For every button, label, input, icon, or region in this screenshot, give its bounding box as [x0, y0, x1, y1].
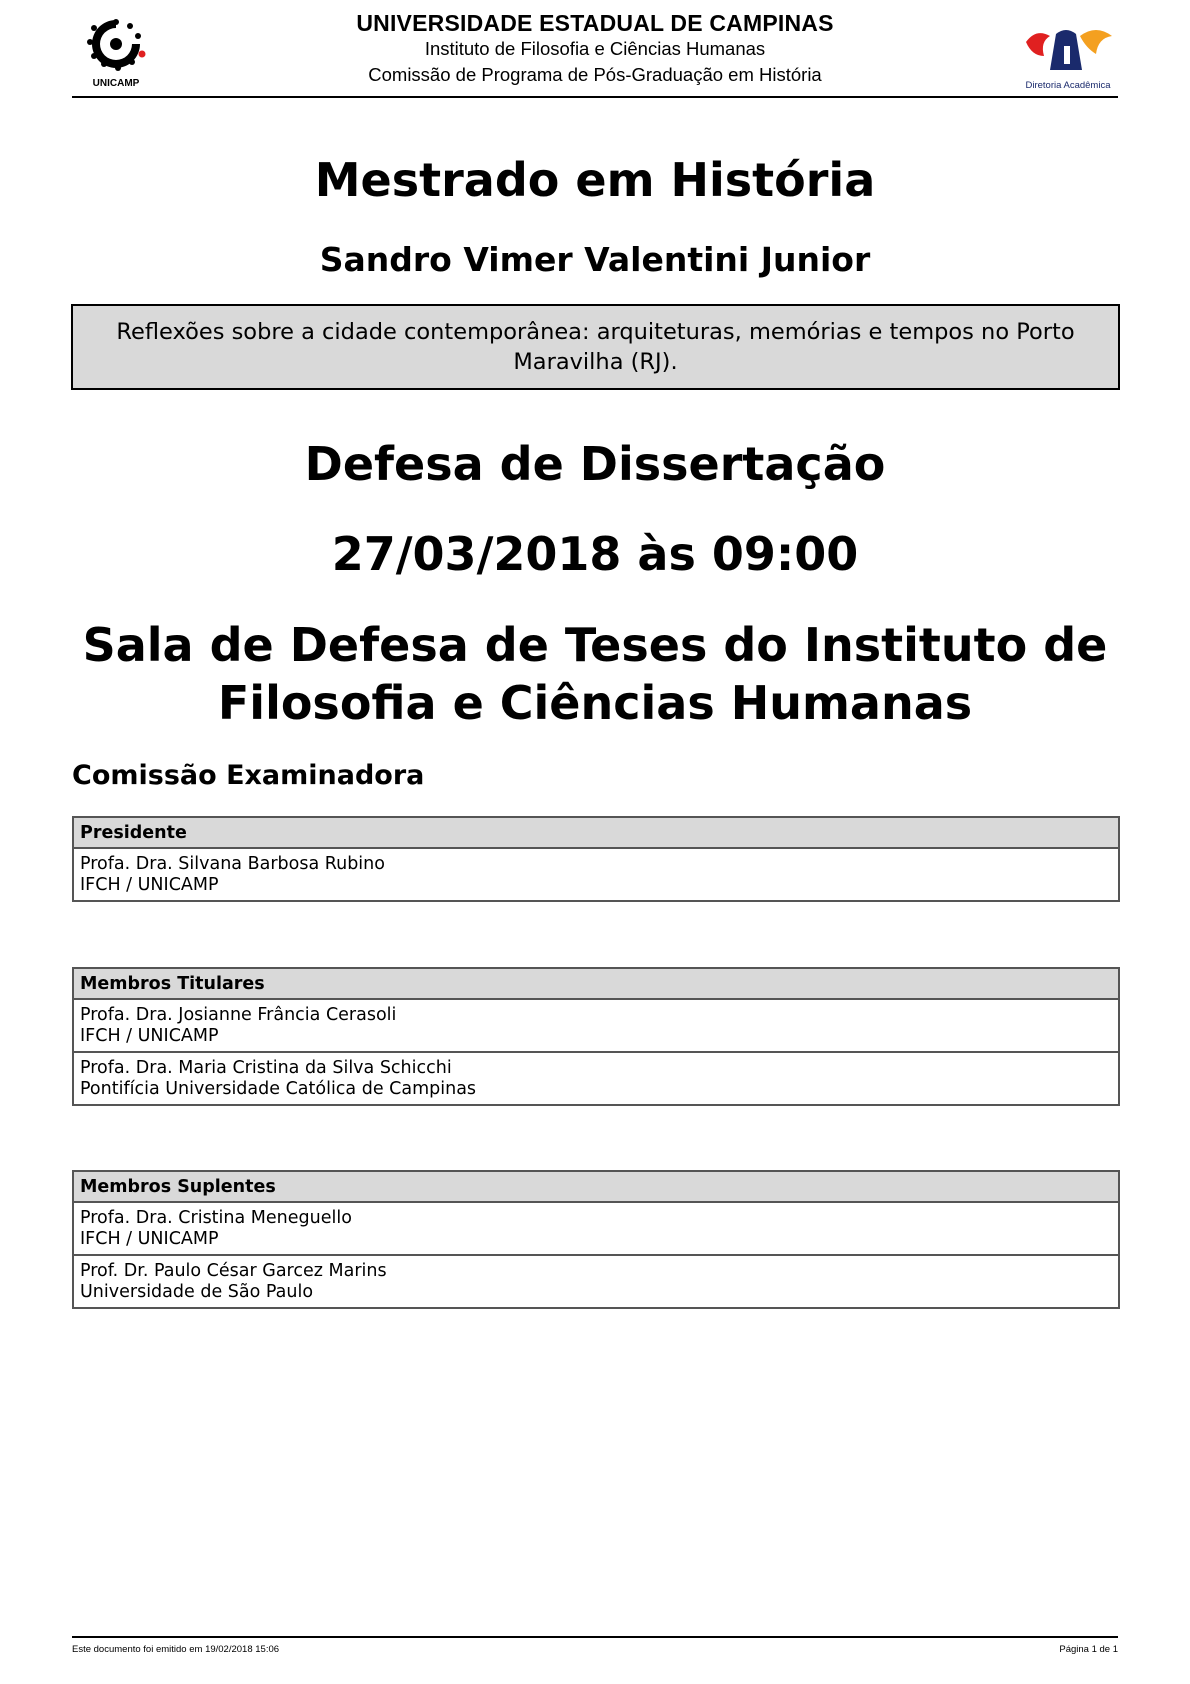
- member-name: Profa. Dra. Maria Cristina da Silva Schicchi: [80, 1058, 452, 1078]
- table-row: [74, 849, 1118, 900]
- defense-datetime: 27/03/2018 às 09:00: [331, 527, 859, 581]
- member-affiliation: IFCH / UNICAMP: [80, 1026, 219, 1046]
- member-affiliation: IFCH / UNICAMP: [80, 1229, 219, 1249]
- member-affiliation: IFCH / UNICAMP: [80, 875, 219, 895]
- unicamp-logo-text: UNICAMP: [92, 78, 140, 89]
- suplentes-table-header: Membros Suplentes: [74, 1172, 1118, 1203]
- member-affiliation: Universidade de São Paulo: [80, 1282, 314, 1302]
- program-title: Mestrado em História: [314, 153, 876, 207]
- titulares-table-header: Membros Titulares: [74, 969, 1118, 1000]
- member-name: Profa. Dra. Josianne Frância Cerasoli: [80, 1005, 397, 1025]
- thesis-title: Reflexões sobre a cidade contemporânea: arquiteturas, memórias e tempos no Porto Maravilha (RJ).: [116, 319, 1075, 375]
- issued-timestamp: Este documento foi emitido em 19/02/2018 15:06: [72, 1644, 280, 1655]
- table-row: [74, 1254, 1118, 1307]
- document-header: [72, 8, 1118, 98]
- member-name: Profa. Dra. Silvana Barbosa Rubino: [80, 854, 385, 874]
- titulares-table: [72, 967, 1120, 1106]
- president-table-header: Presidente: [74, 818, 1118, 849]
- commission-name: Comissão de Programa de Pós-Graduação em História: [368, 64, 822, 85]
- president-table: [72, 816, 1120, 902]
- member-name: Prof. Dr. Paulo César Garcez Marins: [80, 1261, 387, 1281]
- page-number: Página 1 de 1: [1059, 1644, 1118, 1655]
- diretoria-academica-text: Diretoria Acadêmica: [1025, 80, 1111, 91]
- table-row: [74, 1051, 1118, 1104]
- university-name: UNIVERSIDADE ESTADUAL DE CAMPINAS: [356, 10, 834, 36]
- member-name: Profa. Dra. Cristina Meneguello: [80, 1208, 352, 1228]
- defense-room: Sala de Defesa de Teses do Instituto de Filosofia e Ciências Humanas: [82, 618, 1108, 730]
- diretoria-academica-logo: [1018, 22, 1118, 92]
- institute-name: Instituto de Filosofia e Ciências Humanas: [424, 38, 766, 59]
- defense-type: Defesa de Dissertação: [304, 437, 886, 491]
- table-row: [74, 1203, 1118, 1254]
- student-name: Sandro Vimer Valentini Junior: [319, 240, 871, 279]
- suplentes-table: [72, 1170, 1120, 1309]
- thesis-title-box: [71, 304, 1120, 390]
- document-footer: [72, 1636, 1118, 1656]
- member-affiliation: Pontifícia Universidade Católica de Campinas: [80, 1079, 477, 1099]
- table-row: [74, 1000, 1118, 1051]
- committee-heading: Comissão Examinadora: [72, 760, 425, 791]
